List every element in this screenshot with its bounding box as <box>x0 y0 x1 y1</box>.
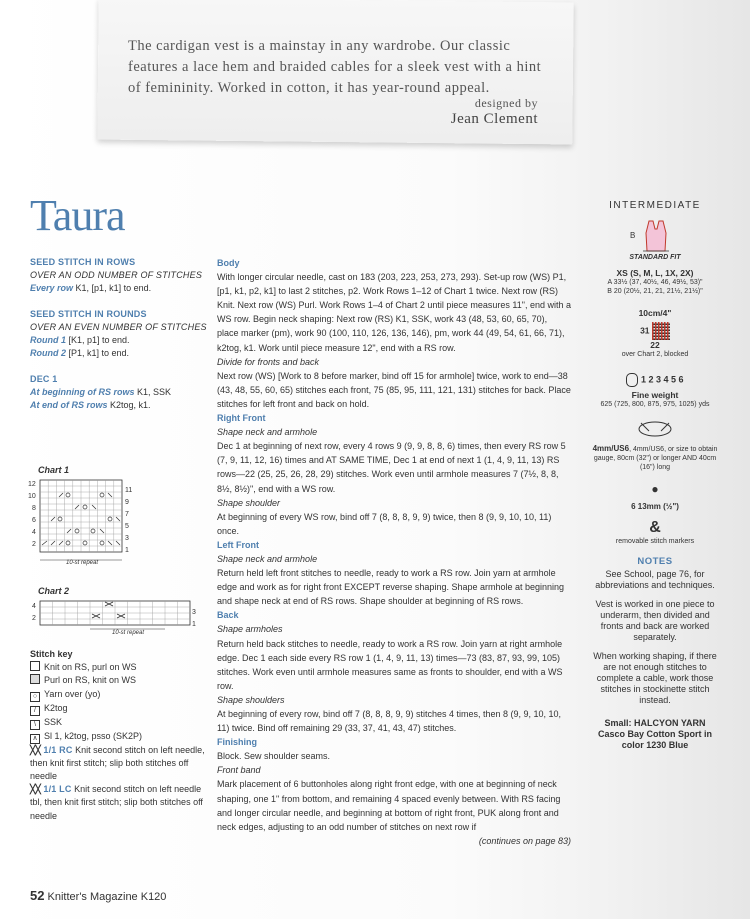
gauge-block <box>590 322 720 340</box>
chart-1-row-label: 3 <box>125 535 129 542</box>
left-column <box>30 256 208 412</box>
chart-1-repeat-label: 10-st repeat <box>66 560 99 566</box>
finishing-text: Block. Sew shoulder seams. <box>217 751 331 762</box>
notes-heading: NOTES <box>637 556 673 567</box>
chart-1-row-label: 2 <box>32 541 36 548</box>
round-2: Round 2 [P1, k1] to end. <box>30 348 130 358</box>
rf-shoulder-text: At beginning of every WS row, bind off 7 (8, 8, 8, 9, 9) twice, then 8 (9, 9, 10, 10, 11) once. <box>217 511 552 536</box>
key-item: ○ Yarn over (yo) <box>30 688 208 702</box>
rc-cable-icon: ╳╳ <box>30 744 41 755</box>
back-shoulders-text: At beginning of every row, bind off 7 (8, 8, 8, 9, 9) stitches 4 times, then 8 (9, 9, 10, 10, 11) twice. Bind off remaining 29 (33, 37, 41, 43, 47) stitches. <box>217 709 562 734</box>
stitch-markers-icon: & <box>649 519 661 536</box>
sizes: XS (S, M, L, 1X, 2X) <box>616 268 694 278</box>
vest-icon <box>641 219 671 253</box>
gauge-rows: 22 <box>650 340 660 350</box>
needle-icon <box>590 419 720 444</box>
measurement-b: B 20 (20½, 21, 21, 21½, 21½)" <box>607 288 703 295</box>
front-band-text: Mark placement of 6 buttonholes along right front edge, with one at beginning of neck shaping, one 1" from bottom, and remaining 4 spaced evenly between. With RS facing and longer circular needle, and beginning at bottom of right front, PUK along front and neck edges, adjusting to an odd number of stitches on next row if <box>217 779 561 832</box>
left-front-heading: Left Front <box>217 539 259 550</box>
yarn-over-icon: ○ <box>30 692 40 702</box>
fit-b-label: B <box>630 231 636 240</box>
intro-text: The cardigan vest is a mainstay in any wardrobe. Our classic features a lace hem and braided cables for a sleek vest with a hint of femininity. Worked in cotton, it has year-round appeal. <box>128 38 542 96</box>
rf-shape-subheading: Shape neck and armhole <box>217 427 318 438</box>
chart-2-repeat-label: 10-st repeat <box>112 630 145 636</box>
buttons-note: 6 13mm (½") <box>631 502 679 511</box>
gauge-stitches: 31 <box>640 325 650 336</box>
front-band-subheading: Front band <box>217 765 261 776</box>
key-item: Knit on RS, purl on WS <box>30 661 208 674</box>
page-number: 52 <box>30 888 45 903</box>
chart-2-row-label: 2 <box>32 615 36 622</box>
chart-1-row-label: 9 <box>125 499 129 506</box>
k2tog-icon: / <box>30 706 40 716</box>
gauge-swatch-icon <box>652 322 670 340</box>
key-item: \ SSK <box>30 716 208 730</box>
chart-2-title: Chart 2 <box>38 586 70 596</box>
chart-2-row-label: 3 <box>192 609 196 616</box>
divide-subheading: Divide for fronts and back <box>217 356 320 367</box>
body-text: With longer circular needle, cast on 183 (203, 223, 253, 273, 293). Set-up row (WS) P1, [p1, k1, p2, k1] to last 2 stitches, p2. Work Rows 1–12 of Chart 1 twice. Next row (RS) Knit. Next row (WS) Purl. Work Rows 1–4 of Chart 2 until piece measures 11", end with a WS row. Begin neck shaping: Next row (RS) K1, SSK, work 43 (48, 53, 60, 65, 70), place marker (pm), work 90 (100, 110, 126, 136, 146), pm, work 44 (49, 54, 61, 66, 71), k2tog, k1. Work until piece measure 12", end with a RS row. <box>217 272 572 353</box>
seed-rounds-heading: SEED STITCH IN ROUNDS <box>30 309 147 319</box>
chart-1-row-label: 10 <box>28 493 36 500</box>
fit-diagram <box>590 219 720 253</box>
instructions-column <box>217 256 571 848</box>
chart-2 <box>28 597 200 637</box>
round-1: Round 1 [K1, p1] to end. <box>30 335 130 345</box>
chart-1-row-label: 6 <box>32 517 36 524</box>
continues-note: (continues on page 83) <box>478 835 571 846</box>
purl-symbol-icon <box>30 674 40 684</box>
sk2p-icon: ∧ <box>30 734 40 744</box>
chart-1-row-label: 8 <box>32 505 36 512</box>
magazine-name: Knitter's Magazine K120 <box>47 891 167 903</box>
yardage: 625 (725, 800, 875, 975, 1025) yds <box>600 401 710 408</box>
lc-cable-icon: ╳╳ <box>30 784 41 795</box>
chart-1-title: Chart 1 <box>38 465 70 475</box>
chart-1-row-label: 4 <box>32 529 36 536</box>
chart-2-row-label: 4 <box>32 603 36 610</box>
fit-label: STANDARD FIT <box>629 254 681 261</box>
lf-text: Return held left front stitches to needle, ready to work a RS row. Join yarn at armhole edge and work as for right front EXCEPT reverse shaping. Shape armhole at beginning and shape neck at end of RS rows. Shape shoulder at beginning of RS rows. <box>217 568 565 607</box>
yarn-weight-scale: 1 2 3 4 5 6 <box>590 373 720 387</box>
chart-1-row-label: 12 <box>28 481 36 488</box>
yarn-ball-icon <box>626 373 638 387</box>
dec-beginning: At beginning of RS rows K1, SSK <box>30 387 172 397</box>
back-text: Return held back stitches to needle, ready to work a RS row. Join yarn at right armhole edge. Dec 1 each side every RS row 1 (1, 4, 9, 11, 13) times—73 (83, 87, 93, 99, 105) stitches. Work even until armhole measures same as fronts to shoulder, end with a WS row. <box>217 638 563 691</box>
knit-symbol-icon <box>30 661 40 671</box>
designed-by-label: designed by <box>474 96 538 110</box>
seed-rounds-sub: OVER AN EVEN NUMBER OF STITCHES <box>30 322 207 332</box>
key-item: / K2tog <box>30 702 208 716</box>
yarn-info: Small: HALCYON YARN Casco Bay Cotton Sport in color 1230 Blue <box>597 718 712 750</box>
gauge-size: 10cm/4" <box>638 308 672 318</box>
chart-1-row-label: 1 <box>125 547 129 554</box>
rf-text: Dec 1 at beginning of next row, every 4 rows 9 (9, 9, 8, 8, 6) times, then every RS row 5 (7, 9, 11, 12, 16) times and AT SAME TIME, Dec 1 at end of next 1 (1, 4, 9, 11, 13) RS rows—22 (25, 25, 26, 28, 29) stitches. Work even until armhole measures 7 (7½, 8, 8, 8½, 8½)", end with a WS row. <box>217 441 566 494</box>
page-footer <box>30 888 166 903</box>
finishing-heading: Finishing <box>217 737 257 748</box>
note-1: See School, page 76, for abbreviations and techniques. <box>595 569 715 590</box>
pattern-title: Taura <box>30 191 125 240</box>
dec-end: At end of RS rows K2tog, k1. <box>30 400 151 410</box>
key-item: Purl on RS, knit on WS <box>30 674 208 687</box>
key-item: ∧ Sl 1, k2tog, psso (SK2P) <box>30 730 208 744</box>
key-item-rc: ╳╳ 1/1 RC Knit second stitch on left needle, then knit first stitch; slip both stitches off needle <box>30 744 205 782</box>
skill-level: INTERMEDIATE <box>609 200 701 211</box>
rf-shoulder-subheading: Shape shoulder <box>217 497 281 508</box>
lf-shape-subheading: Shape neck and armhole <box>217 553 318 564</box>
button-icon: ● <box>651 482 659 496</box>
measurement-a: A 33½ (37, 40½, 46, 49½, 53)" <box>607 279 703 286</box>
chart-1-row-label: 7 <box>125 511 129 518</box>
gauge-note: over Chart 2, blocked <box>621 351 689 358</box>
chart-1-row-label: 5 <box>125 523 129 530</box>
chart-2-row-label: 1 <box>192 621 196 628</box>
stitch-key-title: Stitch key <box>30 649 73 659</box>
pattern-info-sidebar <box>590 200 720 751</box>
seed-rows-sub: OVER AN ODD NUMBER OF STITCHES <box>30 270 203 280</box>
designer-name: Jean Clement <box>450 111 538 127</box>
key-item-lc: ╳╳ 1/1 LC Knit second stitch on left needle tbl, then knit first stitch; slip both stitches off needle <box>30 784 203 821</box>
right-front-heading: Right Front <box>217 413 266 424</box>
body-heading: Body <box>217 258 240 268</box>
yarn-weight-label: Fine weight <box>631 390 679 400</box>
back-shoulders-subheading: Shape shoulders <box>217 694 285 705</box>
seed-rows-every: Every row K1, [p1, k1] to end. <box>30 283 152 293</box>
ssk-icon: \ <box>30 720 40 730</box>
divide-text: Next row (WS) [Work to 8 before marker, bind off 15 for armhole] twice, work to end—38 (43, 48, 55, 60, 65) stitches each front, 75 (85, 95, 111, 121, 131) stitches for back. Place stitches for left front and back on hold. <box>217 370 571 409</box>
chart-1-row-label: 11 <box>125 487 133 494</box>
seed-rows-heading: SEED STITCH IN ROWS <box>30 257 136 267</box>
chart-1 <box>28 476 140 570</box>
stitch-key <box>30 648 208 823</box>
note-2: Vest is worked in one piece to underarm, then divided and fronts and back are worked separately. <box>595 599 715 642</box>
back-shape-subheading: Shape armholes <box>217 624 283 635</box>
note-3: When working shaping, if there are not enough stitches to complete a cable, work those stitches in stockinette stitch instead. <box>593 651 717 705</box>
markers-note: removable stitch markers <box>615 538 695 545</box>
back-heading: Back <box>217 610 239 621</box>
needle-info: 4mm/US6, 4mm/US6, or size to obtain gauge, 80cm (32") or longer AND 40cm (16") long <box>592 444 718 471</box>
dec-heading: DEC 1 <box>30 374 58 384</box>
